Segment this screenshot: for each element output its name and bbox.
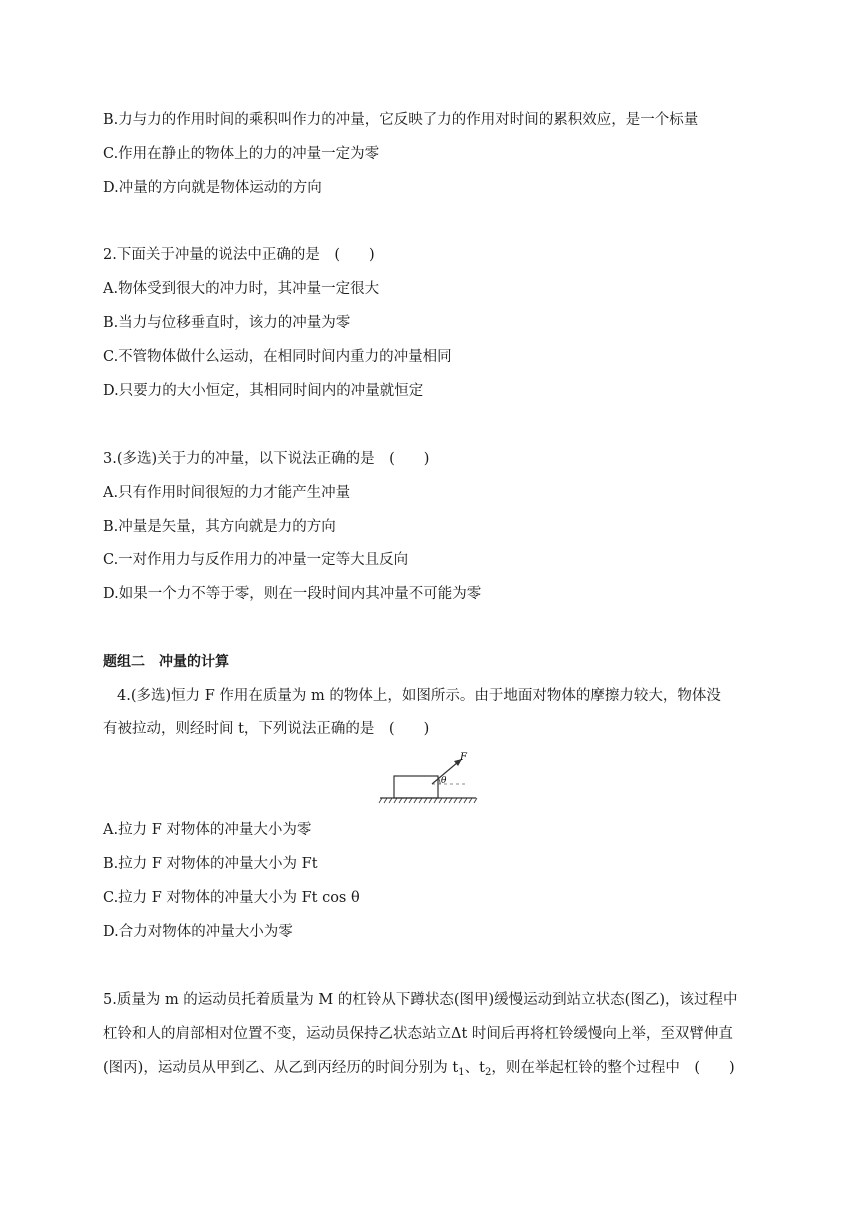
angle-label: θ — [441, 776, 447, 786]
q4-option-c: C.拉力 F 对物体的冲量大小为 Ft cos θ — [103, 890, 360, 906]
q3-option-d: D.如果一个力不等于零，则在一段时间内其冲量不可能为零 — [103, 586, 482, 602]
q5-stem-line2: 杠铃和人的肩部相对位置不变，运动员保持乙状态站立Δt 时间后再将杠铃缓慢向上举，至双臂伸直 — [103, 1026, 733, 1042]
q3-option-c: C.一对作用力与反作用力的冲量一定等大且反向 — [103, 552, 409, 568]
q3-option-a: A.只有作用时间很短的力才能产生冲量 — [103, 485, 351, 501]
q4-option-d: D.合力对物体的冲量大小为零 — [103, 924, 293, 940]
force-label: F — [460, 752, 467, 763]
q2-option-d: D.只要力的大小恒定，其相同时间内的冲量就恒定 — [103, 383, 424, 399]
q2-option-c: C.不管物体做什么运动，在相同时间内重力的冲量相同 — [103, 349, 452, 365]
q2-stem: 2.下面关于冲量的说法中正确的是 ( ) — [103, 247, 375, 263]
q3-option-b: B.冲量是矢量，其方向就是力的方向 — [103, 519, 336, 535]
q4-option-b: B.拉力 F 对物体的冲量大小为 Ft — [103, 856, 318, 872]
q4-stem-line1: 4.(多选)恒力 F 作用在质量为 m 的物体上，如图所示。由于地面对物体的摩擦力较大，物体没 — [117, 688, 721, 704]
q4-stem-line2: 有被拉动，则经时间 t，下列说法正确的是 ( ) — [103, 721, 430, 737]
q3-stem: 3.(多选)关于力的冲量，以下说法正确的是 ( ) — [103, 451, 430, 467]
q1-option-d: D.冲量的方向就是物体运动的方向 — [103, 180, 322, 196]
q4-option-a: A.拉力 F 对物体的冲量大小为零 — [103, 822, 312, 838]
q1-option-b: B.力与力的作用时间的乘积叫作力的冲量，它反映了力的作用对时间的累积效应，是一个标量 — [103, 112, 699, 128]
block — [394, 776, 438, 798]
q5-stem-line3: (图丙)，运动员从甲到乙、从乙到丙经历的时间分别为 $t_1$、$t_2$，则在举起杠铃的整个过程中 ( ) — [103, 1060, 735, 1078]
q5-stem-line1: 5.质量为 m 的运动员托着质量为 M 的杠铃从下蹲状态(图甲)缓慢运动到站立状态(图乙)，该过程中 — [103, 992, 738, 1008]
q2-option-a: A.物体受到很大的冲力时，其冲量一定很大 — [103, 281, 380, 297]
q1-option-c: C.作用在静止的物体上的力的冲量一定为零 — [103, 146, 380, 162]
q2-option-b: B.当力与位移垂直时，该力的冲量为零 — [103, 315, 351, 331]
ground-hatching — [379, 798, 477, 803]
section-heading: 题组二 冲量的计算 — [103, 654, 229, 670]
force-diagram — [378, 750, 478, 806]
